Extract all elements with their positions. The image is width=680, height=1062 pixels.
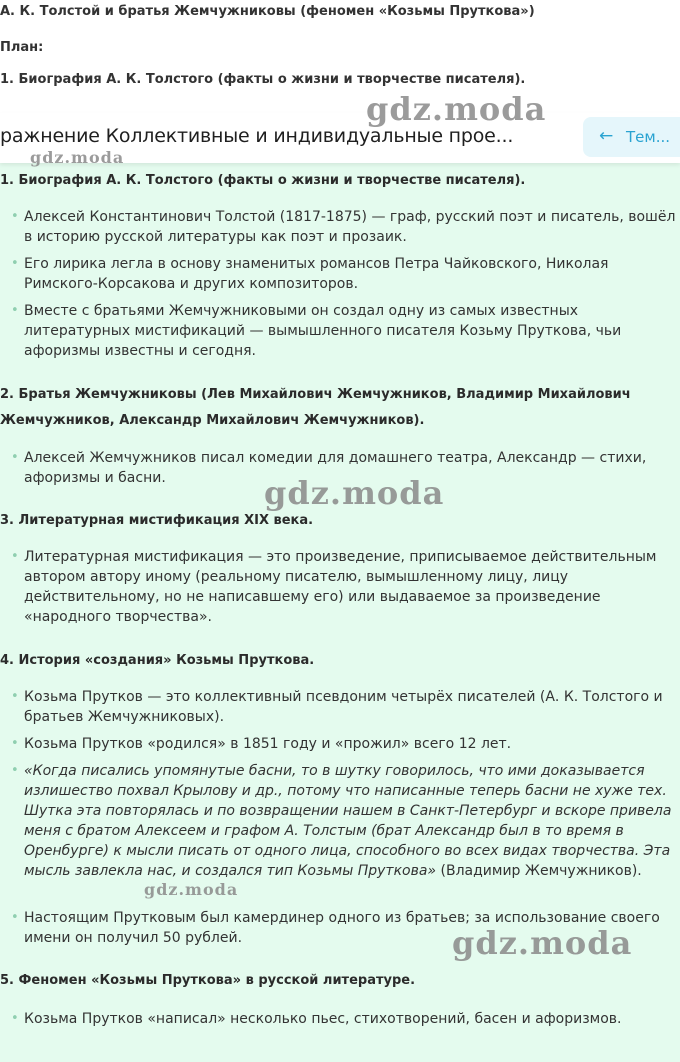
list-item: • Козьма Прутков «написал» несколько пьес, стихотворений, басен и афоризмов. xyxy=(24,1009,680,1029)
list-item: • Алексей Жемчужников писал комедии для домашнего театра, Александр — стихи, афоризмы и басни. xyxy=(24,448,680,488)
page-title: А. К. Толстой и братья Жемчужниковы (феномен «Козьмы Пруткова») xyxy=(0,4,535,19)
watermark-logo: gdz.moda xyxy=(366,90,547,128)
quote-author: (Владимир Жемчужников). xyxy=(436,863,642,879)
back-to-topic-button[interactable] xyxy=(583,117,680,157)
list-item: • Его лирика легла в основу знаменитых романсов Петра Чайковского, Николая Римского-Корсакова и других композиторов. xyxy=(24,254,680,294)
section-heading-5: 5. Феномен «Козьмы Пруткова» в русской литературе. xyxy=(0,973,416,988)
watermark-logo: gdz.moda xyxy=(264,474,445,512)
watermark-logo: gdz.moda xyxy=(30,148,125,167)
list-item: • Вместе с братьями Жемчужниковыми он создал одну из самых известных литературных мистификаций — вымышленного писателя Козьму Пруткова, чьи афоризмы известны и сегодня. xyxy=(24,301,680,361)
watermark-logo: gdz.moda xyxy=(144,880,239,899)
exercise-title: ражнение Коллективные и индивидуальные прое... xyxy=(0,125,514,147)
section-heading-2: 2. Братья Жемчужниковы (Лев Михайлович Жемчужников, Владимир Михайлович Жемчужников, Александр Михайлович Жемчужников). xyxy=(0,387,631,428)
arrow-left-icon: ← xyxy=(599,126,614,146)
list-item: • Алексей Константинович Толстой (1817-1875) — граф, русский поэт и писатель, вошёл в историю русской литературы как поэт и прозаик. xyxy=(24,207,680,247)
top-header-area xyxy=(0,0,680,122)
quote-text: «Когда писались упомянутые басни, то в шутку говорилось, что ими доказывается излишество похвал Крылову и др., потому что написанные теперь басни не хуже тех. Шутка эта повторялась и по возвращении нашем в Санкт-Петербург и вскоре привела меня с братом Алексеем и графом А. Толстым (брат Александр был в то время в Оренбурге) к мысли писать от одного лица, способного во всех видах творчества. Эта мысль завлекла нас, и создался тип Козьмы Пруткова» xyxy=(24,763,672,879)
plan-item-1: 1. Биография А. К. Толстого (факты о жизни и творчестве писателя). xyxy=(0,72,526,87)
section-heading-1: 1. Биография А. К. Толстого (факты о жизни и творчестве писателя). xyxy=(0,173,526,188)
quote-item xyxy=(24,761,680,881)
list-item: • Настоящим Прутковым был камердинер одного из братьев; за использование своего имени он получил 50 рублей. xyxy=(24,908,680,948)
list-item: • Козьма Прутков — это коллективный псевдоним четырёх писателей (А. К. Толстого и братьев Жемчужниковых). xyxy=(24,687,680,727)
section-heading-4: 4. История «создания» Козьмы Пруткова. xyxy=(0,653,315,668)
back-button-label: Тем... xyxy=(626,128,671,146)
list-item: • Литературная мистификация — это произведение, приписываемое действительным автором автору иному (реальному писателю, вымышленному лицу, лицу действительному, но не написавшему его) или выдаваемое за произведение «народного творчества». xyxy=(24,547,680,627)
watermark-logo: gdz.moda xyxy=(452,924,633,962)
list-item: • Козьма Прутков «родился» в 1851 году и «прожил» всего 12 лет. xyxy=(24,734,680,754)
plan-label: План: xyxy=(0,40,44,55)
section-heading-3: 3. Литературная мистификация XIX века. xyxy=(0,513,314,528)
